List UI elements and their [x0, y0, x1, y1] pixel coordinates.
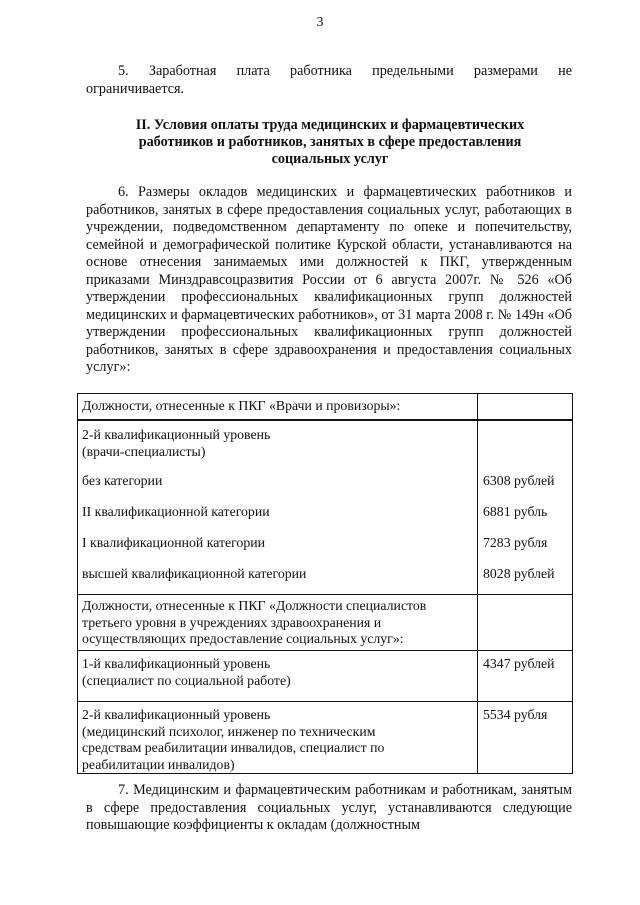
category-label: без категории	[78, 470, 478, 501]
paragraph-5: 5. Заработная плата работника предельными размерами не ограничивается.	[86, 63, 572, 97]
table-row	[78, 563, 573, 595]
qualification-level	[78, 420, 478, 470]
group-title-line: осуществляющих предоставление социальных услуг»:	[82, 631, 404, 646]
group-title-line: Должности, отнесенные к ПКГ «Должности специалистов	[82, 598, 427, 613]
section-heading-line: работников и работников, занятых в сфере предоставления	[138, 134, 522, 150]
level-title: 2-й квалификационный уровень	[82, 707, 271, 722]
section-heading	[100, 117, 560, 168]
salary-value: 6881 рубль	[478, 501, 573, 532]
table-row	[78, 532, 573, 563]
table-row	[78, 420, 573, 470]
empty-cell	[478, 394, 573, 421]
qualification-level	[78, 702, 478, 774]
salary-value: 6308 рублей	[478, 470, 573, 501]
level-title: 2-й квалификационный уровень	[82, 427, 271, 442]
group-title-specialists	[78, 595, 478, 651]
level-note: реабилитации инвалидов)	[82, 756, 235, 772]
salary-value: 5534 рубля	[478, 702, 573, 774]
qualification-level	[78, 651, 478, 702]
level-note: (медицинский психолог, инженер по техническим	[82, 723, 376, 739]
page-number: 3	[316, 15, 324, 30]
paragraph-7: 7. Медицинским и фармацевтическим работникам и работникам, занятым в сфере предоставления социальных услуг, устанавливаются следующие повышающие коэффициенты к окладам (должностным	[86, 782, 572, 833]
salary-value: 7283 рубля	[478, 532, 573, 563]
table-row	[78, 501, 573, 532]
salary-value: 4347 рублей	[478, 651, 573, 702]
section-heading-line: социальных услуг	[271, 151, 389, 167]
group-title-doctors: Должности, отнесенные к ПКГ «Врачи и провизоры»:	[78, 394, 478, 421]
table-row	[78, 394, 573, 421]
group-title-line: третьего уровня в учреждениях здравоохранения и	[82, 614, 382, 630]
empty-cell	[478, 420, 573, 470]
section-heading-line: II. Условия оплаты труда медицинских и фармацевтических	[135, 117, 525, 133]
table-row	[78, 651, 573, 702]
empty-cell	[478, 595, 573, 651]
level-note: (врачи-специалисты)	[82, 443, 206, 459]
level-title: 1-й квалификационный уровень	[82, 656, 271, 671]
paragraph-6: 6. Размеры окладов медицинских и фармацевтических работников и работников, занятых в сфере предоставления социальных услуг, работающих в учреждении, подведомственном департаменту по опеке и попечительству, семейной и демографической политике Курской области, устанавливаются на основе отнесения занимаемых ими должностей к ПКГ, утвержденным приказами Минздравсоцразвития России от 6 августа 2007г. № 526 «Об утверждении профессиональных квалификационных групп должностей медицинских и фармацевтических работников», от 31 марта 2008 г. № 149н «Об утверждении профессиональных квалификационных групп должностей работников, занятых в сфере здравоохранения и предоставления социальных услуг»:	[86, 184, 572, 375]
salary-value: 8028 рублей	[478, 563, 573, 595]
level-note: (специалист по социальной работе)	[82, 672, 291, 688]
table-row	[78, 702, 573, 774]
category-label: II квалификационной категории	[78, 501, 478, 532]
category-label: высшей квалификационной категории	[78, 563, 478, 595]
table-row	[78, 595, 573, 651]
salary-table	[77, 393, 573, 774]
table-row	[78, 470, 573, 501]
category-label: I квалификационной категории	[78, 532, 478, 563]
level-note: средствам реабилитации инвалидов, специалист по	[82, 740, 385, 755]
